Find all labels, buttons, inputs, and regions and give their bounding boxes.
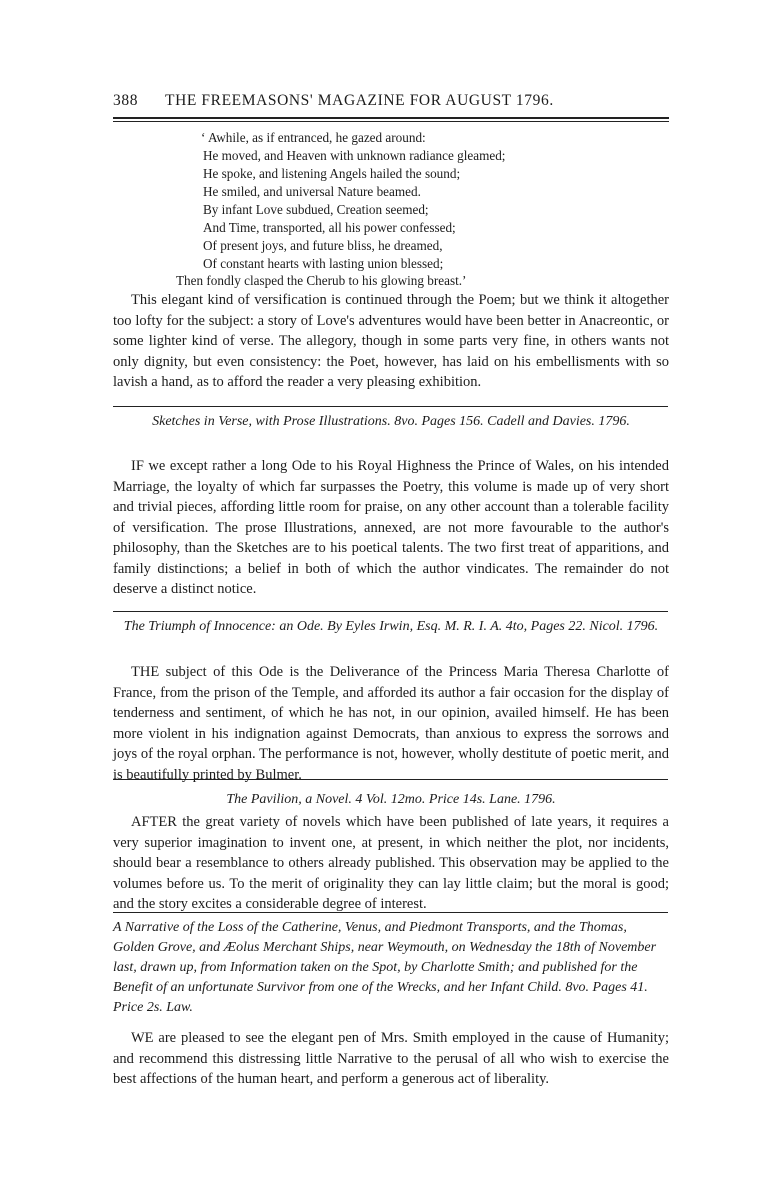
poem-line: Of constant hearts with lasting union blessed; [203,256,444,271]
review-paragraph: IF we except rather a long Ode to his Royal Highness the Prince of Wales, on his intended Marriage, the loyalty of which far surpasses the Poetry, this volume is made up of very short and trivial pieces, affording little room for praise, on any other account than a tolerable facility of versification. The prose Illustrations, annexed, are not more favourable to the author's philosophy, than the Sketches are to his poetical talents. The two first treat of apparitions, and family distinctions; a belief in both of which the author vindicates. The remainder do not deserve a distinct notice. [113,458,669,597]
running-header [113,92,668,110]
review-title: A Narrative of the Loss of the Catherine, Venus, and Piedmont Transports, and the Thomas, Golden Grove, and Æolus Merchant Ships, near Weymouth, on Wednesday the 18th of November last, drawn up, from Information taken on the Spot, by Charlotte Smith; and published for the Benefit of an unfortunate Survivor from one of the Wrecks, and her Infant Child. 8vo. Pages 41. Price 2s. Law. [113,920,657,1015]
poem-line: ‘ Awhile, as if entranced, he gazed around: [201,130,426,145]
review-paragraph: THE subject of this Ode is the Deliverance of the Princess Maria Theresa Charlotte of France, from the prison of the Temple, and afforded its author a fair occasion for the display of tenderness and sentiment, of which he has not, in our opinion, availed himself. He has been more violent in his indignation against Democrats, than anxious to express the sorrows and joys of the royal orphan. The performance is not, however, wholly destitute of poetic merit, and is beautifully printed by Bulmer. [113,664,669,783]
poem-line: Of present joys, and future bliss, he dreamed, [203,238,443,253]
review-title: The Triumph of Innocence: an Ode. By Eyles Irwin, Esq. M. R. I. A. 4to, Pages 22. Nicol. 1796. [123,619,659,634]
section-rule [113,912,668,913]
poem-line: He smiled, and universal Nature beamed. [203,184,421,199]
header-rule [113,117,669,119]
poem-line: And Time, transported, all his power confessed; [203,220,456,235]
section-rule [113,779,668,780]
header-rule-thin [113,121,669,122]
poem-line: He moved, and Heaven with unknown radiance gleamed; [203,148,506,163]
poem-line: By infant Love subdued, Creation seemed; [203,202,429,217]
review-title: Sketches in Verse, with Prose Illustrations. 8vo. Pages 156. Cadell and Davies. 1796. [152,414,630,429]
section-rule [113,406,668,407]
poem-line: Then fondly clasped the Cherub to his glowing breast.’ [176,273,467,288]
review-paragraph: AFTER the great variety of novels which have been published of late years, it requires a very superior imagination to invent one, at present, in which neither the plot, nor incidents, should bear a resemblance to others already published. This observation may be applied to the volumes before us. To the merit of originality they can lay little claim; but the moral is good; and the story excites a considerable degree of interest. [113,814,669,912]
running-title: THE FREEMASONS' MAGAZINE FOR AUGUST 1796. [165,92,554,109]
poem-line: He spoke, and listening Angels hailed the sound; [203,166,461,181]
review-title: The Pavilion, a Novel. 4 Vol. 12mo. Price 14s. Lane. 1796. [226,792,556,807]
section-rule [113,611,668,612]
page-number: 388 [113,92,139,109]
review-paragraph: This elegant kind of versification is continued through the Poem; but we think it altogether too lofty for the subject: a story of Love's adventures would have been better in Anacreontic, or some lighter kind of verse. The allegory, though in some parts very fine, in others wants not only dignity, but even consistency: the Poet, however, has laid on his embellisments with so lavish a hand, as to afford the reader a very pleasing exhibition. [113,292,669,390]
review-paragraph: WE are pleased to see the elegant pen of Mrs. Smith employed in the cause of Humanity; and recommend this distressing little Narrative to the perusal of all who wish to exercise the best affections of the human heart, and perform a generous act of liberality. [113,1030,669,1087]
